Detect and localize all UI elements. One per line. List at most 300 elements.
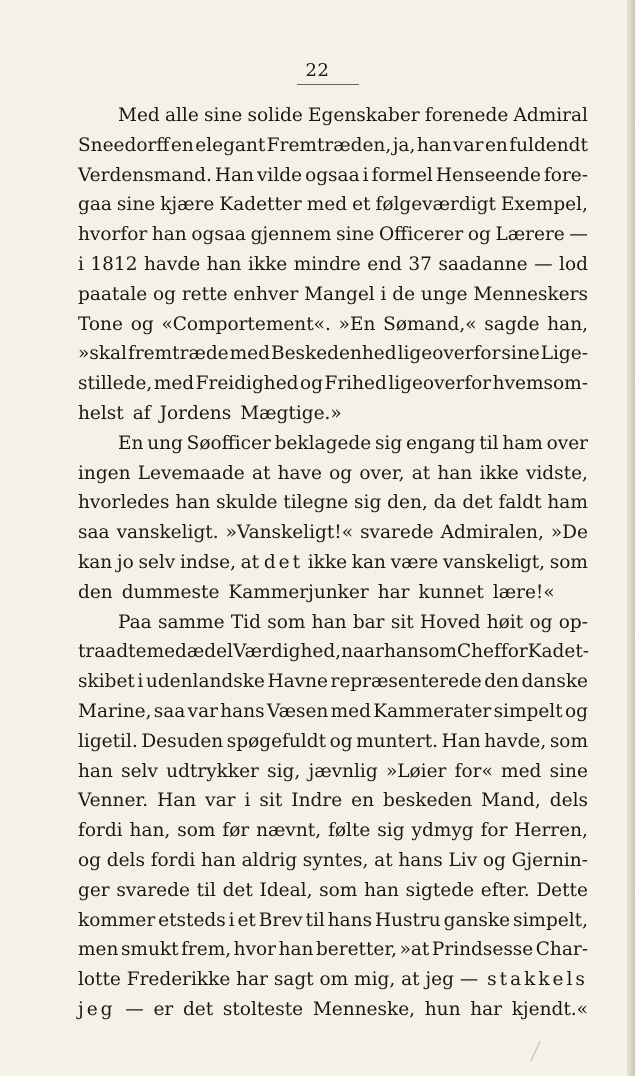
text-line xyxy=(78,757,588,787)
word: til xyxy=(479,432,499,454)
word: Chef xyxy=(456,641,501,663)
word: fuldendt xyxy=(509,134,588,156)
word: kommer xyxy=(78,909,156,931)
word: fordi xyxy=(78,820,123,842)
word: sine xyxy=(501,343,540,365)
word: Officerer xyxy=(379,224,464,246)
word: og xyxy=(329,462,353,484)
word: han xyxy=(437,462,473,484)
word: sine xyxy=(116,194,156,216)
word: havde xyxy=(143,253,201,275)
word: kan xyxy=(78,551,113,573)
word: Henseende xyxy=(435,164,541,186)
word: i xyxy=(362,164,369,186)
word: rette xyxy=(181,283,228,305)
word: med xyxy=(229,343,270,365)
word: hvorfor xyxy=(78,224,148,246)
word: ligeoverfor xyxy=(388,373,492,395)
word: Væsen xyxy=(266,700,329,722)
word: mig, xyxy=(354,969,396,991)
word: hvor xyxy=(233,939,277,961)
word: at xyxy=(401,969,420,991)
word: dummeste xyxy=(121,581,220,603)
word: saa xyxy=(153,700,186,722)
word: ikke xyxy=(247,253,288,275)
word: enhver xyxy=(233,283,299,305)
word: Lige- xyxy=(540,343,588,365)
word: Tone xyxy=(78,313,123,335)
text-line xyxy=(78,876,588,906)
word: Egenskaber xyxy=(308,105,420,126)
word: med xyxy=(306,194,348,216)
word: skulde xyxy=(216,492,278,514)
word: fremtræde xyxy=(127,343,229,365)
word: sig xyxy=(374,432,403,454)
word: En xyxy=(118,432,144,454)
word: sine xyxy=(204,105,243,126)
word: i xyxy=(228,909,235,931)
text-line xyxy=(78,339,588,369)
word: høit xyxy=(486,611,524,633)
word: at xyxy=(411,462,431,484)
word: efter. xyxy=(480,879,530,901)
word: Freidighed xyxy=(195,373,299,395)
word: danske xyxy=(521,671,588,693)
word: Mægtige.» xyxy=(240,402,342,424)
word: jævnlig xyxy=(308,760,378,782)
word: Desuden xyxy=(141,730,224,752)
word: ogsaa xyxy=(191,224,246,246)
word: Tid xyxy=(230,611,261,633)
word: med xyxy=(146,641,187,663)
word: Hustru xyxy=(374,909,441,931)
word: lod xyxy=(559,253,588,275)
word: tilegne xyxy=(283,492,349,514)
text-line xyxy=(78,101,588,131)
word: det xyxy=(462,492,493,514)
text-line xyxy=(78,190,588,220)
word: ikke xyxy=(307,551,348,573)
word: han xyxy=(201,849,236,871)
word: samme xyxy=(157,611,225,633)
text-line xyxy=(78,846,588,876)
word: Frederikke xyxy=(126,969,231,991)
word: end xyxy=(367,253,402,275)
word: Herren, xyxy=(514,820,588,842)
word: Mand, xyxy=(481,790,541,812)
word: — xyxy=(125,998,144,1020)
word: over, xyxy=(359,462,405,484)
text-line xyxy=(78,667,588,697)
word: men xyxy=(78,939,119,961)
word: engang xyxy=(405,432,476,454)
word: Han xyxy=(214,164,254,186)
word: lære!« xyxy=(492,581,555,603)
word: Prindsesse xyxy=(431,939,534,961)
text-line xyxy=(78,161,588,191)
word: vilde xyxy=(256,164,303,186)
word: ham xyxy=(547,492,588,514)
word: han, xyxy=(547,313,588,335)
word: »Vanskeligt!« xyxy=(225,522,354,544)
word: Verdensmand. xyxy=(78,164,212,186)
word: sagde xyxy=(484,313,540,335)
word: Beskedenhed xyxy=(270,343,397,365)
word: sit xyxy=(259,790,283,812)
word: kjære xyxy=(160,194,215,216)
text-line xyxy=(78,131,588,161)
word: ligetil. xyxy=(78,730,138,752)
word: og xyxy=(564,700,588,722)
paper-mark xyxy=(530,1041,540,1061)
word: i xyxy=(380,283,387,305)
word: Char- xyxy=(535,939,588,961)
text-line xyxy=(78,459,588,489)
word: sine xyxy=(549,760,588,782)
text-line xyxy=(78,697,588,727)
word: før xyxy=(222,820,250,842)
word: selv xyxy=(121,760,158,782)
word: det xyxy=(222,879,253,901)
word: muntert. xyxy=(356,730,439,752)
word: Menneskers xyxy=(473,283,588,305)
word: var xyxy=(187,700,218,722)
word: forenede xyxy=(424,105,509,126)
word: beskeden xyxy=(383,790,473,812)
word: Med xyxy=(118,105,160,126)
word: ham xyxy=(502,432,543,454)
text-line xyxy=(78,637,588,667)
text-line xyxy=(78,995,588,1025)
text-line xyxy=(78,369,588,399)
word: Venner. xyxy=(78,790,149,812)
word: Dette xyxy=(536,879,588,901)
word: Liv xyxy=(448,849,478,871)
word: og xyxy=(300,373,323,395)
text-line xyxy=(78,965,588,995)
text-line xyxy=(78,310,588,340)
word: som xyxy=(549,730,588,752)
word: simpelt xyxy=(493,700,563,722)
word: Mangel xyxy=(304,283,375,305)
word: fore- xyxy=(543,164,588,186)
word: som xyxy=(177,820,216,842)
word: og xyxy=(529,611,553,633)
word: simpelt, xyxy=(513,909,588,931)
word: Han xyxy=(157,790,197,812)
word: traadte xyxy=(78,641,147,663)
word: bar xyxy=(352,611,385,633)
word: op- xyxy=(558,611,588,633)
word: han xyxy=(78,760,113,782)
word: kunnet xyxy=(418,581,484,603)
word: solide xyxy=(247,105,303,126)
word: og xyxy=(482,849,506,871)
word: han xyxy=(151,224,187,246)
word: med xyxy=(501,760,542,782)
word: gaa xyxy=(78,194,112,216)
word: have xyxy=(277,462,322,484)
word: en xyxy=(351,790,375,812)
word: for xyxy=(500,641,528,663)
word: dels xyxy=(549,790,588,812)
word: Menneske, xyxy=(312,998,416,1020)
word: han xyxy=(311,611,347,633)
word: en xyxy=(484,134,508,156)
word: stakkels xyxy=(487,969,588,991)
word: spøgefuldt xyxy=(226,730,327,752)
word: vidste, xyxy=(525,462,588,484)
text-line xyxy=(78,429,588,459)
word: jeg xyxy=(78,998,116,1020)
text-line xyxy=(78,280,588,310)
word: Exempel, xyxy=(500,194,588,216)
word: da xyxy=(433,492,457,514)
word: paatale xyxy=(78,283,148,305)
word: — xyxy=(569,224,588,246)
word: den xyxy=(484,671,519,693)
word: og xyxy=(153,283,177,305)
word: jo xyxy=(116,551,134,573)
word: han xyxy=(278,939,314,961)
word: Værdighed, xyxy=(233,641,342,663)
word: et xyxy=(237,909,256,931)
word: indse, xyxy=(179,551,236,573)
word: sig xyxy=(377,820,405,842)
word: »En xyxy=(338,313,376,335)
word: sagt xyxy=(273,969,314,991)
word: Gjernin- xyxy=(511,849,588,871)
word: Indre xyxy=(291,790,343,812)
word: Levemaade xyxy=(137,462,245,484)
word: og xyxy=(130,313,154,335)
word: var xyxy=(453,134,484,156)
word: Marine, xyxy=(78,700,152,722)
word: Brev xyxy=(258,909,303,931)
word: beretter, xyxy=(315,939,398,961)
word: den xyxy=(78,581,113,603)
word: de xyxy=(392,283,416,305)
word: Jordens xyxy=(159,402,232,424)
word: han xyxy=(364,879,399,901)
word: har xyxy=(236,969,268,991)
word: følte xyxy=(328,820,371,842)
text-line xyxy=(78,935,588,965)
word: repræsenterede xyxy=(330,671,482,693)
word: stolteste xyxy=(222,998,304,1020)
word: følgeværdigt xyxy=(375,194,496,216)
word: Paa xyxy=(118,611,152,633)
text-line xyxy=(78,786,588,816)
word: er xyxy=(153,998,174,1020)
word: som xyxy=(319,879,358,901)
word: ja, xyxy=(392,134,416,156)
word: en xyxy=(170,134,194,156)
word: ger xyxy=(78,879,110,901)
word: hans xyxy=(220,700,265,722)
word: som xyxy=(549,551,588,573)
word: frem, xyxy=(181,939,232,961)
word: unge xyxy=(420,283,468,305)
word: «Comportement«. xyxy=(161,313,331,335)
text-line xyxy=(78,608,588,638)
word: et xyxy=(352,194,371,216)
word: udtrykker xyxy=(166,760,259,782)
word: at xyxy=(374,849,393,871)
word: stillede, xyxy=(78,373,153,395)
text-line xyxy=(78,250,588,280)
word: Lærere xyxy=(495,224,565,246)
word: til xyxy=(196,879,216,901)
word: ogsaa xyxy=(305,164,360,186)
word: 37 xyxy=(408,253,432,275)
word: gjennem xyxy=(250,224,332,246)
word: den, xyxy=(387,492,428,514)
word: faldt xyxy=(498,492,542,514)
word: sine xyxy=(336,224,375,246)
word: svarede xyxy=(116,879,190,901)
word: 1812 xyxy=(90,253,138,275)
word: hun xyxy=(424,998,461,1020)
word: selv xyxy=(138,551,176,573)
word: sit xyxy=(390,611,414,633)
word: i xyxy=(137,671,144,693)
word: naar xyxy=(341,641,384,663)
word: smukt xyxy=(120,939,179,961)
page-number: 22 xyxy=(305,60,330,81)
word: jeg xyxy=(425,969,454,991)
word: Frihed xyxy=(324,373,387,395)
word: Admiralen, xyxy=(440,522,544,544)
word: ganske xyxy=(443,909,511,931)
word: han xyxy=(416,134,452,156)
text-line xyxy=(78,816,588,846)
word: over xyxy=(546,432,588,454)
word: ædel xyxy=(186,641,234,663)
word: for« xyxy=(454,760,493,782)
word: med xyxy=(330,700,371,722)
word: aldrig xyxy=(241,849,298,871)
word: Fremtræden, xyxy=(266,134,392,156)
word: hvorledes xyxy=(78,492,170,514)
word: sigtede xyxy=(405,879,475,901)
word: ingen xyxy=(78,462,131,484)
word: »De xyxy=(550,522,588,544)
word: Hoved xyxy=(419,611,481,633)
word: sig, xyxy=(267,760,301,782)
word: som xyxy=(267,611,306,633)
word: syntes, xyxy=(302,849,369,871)
word: at xyxy=(251,462,271,484)
word: saadanne xyxy=(438,253,528,275)
word: af xyxy=(132,402,151,424)
word: vanskeligt. xyxy=(116,522,219,544)
word: og xyxy=(329,730,353,752)
word: Søofficer xyxy=(186,432,271,454)
word: ydmyg xyxy=(411,820,474,842)
word: Kadetter xyxy=(219,194,302,216)
word: vanskeligt, xyxy=(442,551,546,573)
text-line xyxy=(78,220,588,250)
page-edge xyxy=(627,0,635,1076)
word: Havne xyxy=(267,671,328,693)
word: med xyxy=(153,373,195,395)
word: om xyxy=(319,969,349,991)
word: ikke xyxy=(479,462,519,484)
word: at xyxy=(240,551,260,573)
body-text xyxy=(78,101,588,1025)
word: Kammerjunker xyxy=(228,581,369,603)
word: det xyxy=(182,998,214,1020)
word: han, xyxy=(129,820,171,842)
word: hans xyxy=(398,849,443,871)
word: fordi xyxy=(150,849,196,871)
word: svarede xyxy=(360,522,434,544)
word: Sømand,« xyxy=(383,313,477,335)
word: han xyxy=(383,641,419,663)
word: »at xyxy=(399,939,430,961)
word: Admiral xyxy=(513,105,588,126)
word: til xyxy=(305,909,325,931)
word: beklagede xyxy=(274,432,372,454)
word: sig xyxy=(354,492,382,514)
word: han xyxy=(206,253,242,275)
word: Han xyxy=(441,730,481,752)
word: for xyxy=(480,820,508,842)
word: alle xyxy=(164,105,199,126)
page-number-rule xyxy=(297,84,359,85)
word: etsteds xyxy=(158,909,226,931)
word: i xyxy=(78,253,84,275)
word: saa xyxy=(78,522,110,544)
word: har xyxy=(377,581,410,603)
word: og xyxy=(467,224,491,246)
word: og xyxy=(78,849,101,871)
word: som xyxy=(418,641,457,663)
text-line xyxy=(78,906,588,936)
word: hans xyxy=(327,909,373,931)
word: kjendt.« xyxy=(511,998,588,1020)
word: elegant xyxy=(195,134,266,156)
word: Kammerater xyxy=(373,700,492,722)
word: lotte xyxy=(78,969,121,991)
word: var xyxy=(205,790,236,812)
word: i xyxy=(244,790,251,812)
word: — xyxy=(534,253,553,275)
word: »Løier xyxy=(385,760,447,782)
word: skibet xyxy=(78,671,135,693)
word: være xyxy=(390,551,439,573)
word: »skal xyxy=(78,343,127,365)
word: formel xyxy=(371,164,433,186)
text-line xyxy=(78,518,588,548)
text-line xyxy=(78,548,588,578)
word: helst xyxy=(78,402,124,424)
text-line xyxy=(78,578,588,608)
word: Sneedorff xyxy=(78,134,170,156)
word: havde, xyxy=(484,730,547,752)
word: hvemsom- xyxy=(492,373,588,395)
word: har xyxy=(470,998,502,1020)
word: det xyxy=(263,551,304,573)
word: nævnt, xyxy=(256,820,322,842)
word: — xyxy=(459,969,482,991)
word: ligeoverfor xyxy=(397,343,501,365)
word: Kadet- xyxy=(527,641,590,663)
word: udenlandske xyxy=(145,671,265,693)
word: kan xyxy=(351,551,386,573)
word: ung xyxy=(147,432,183,454)
